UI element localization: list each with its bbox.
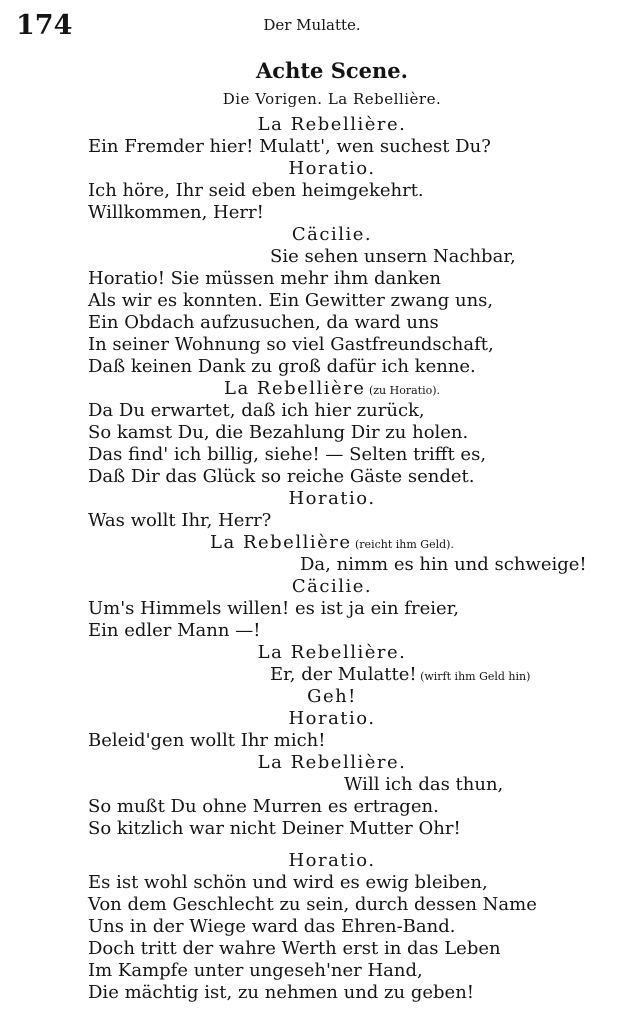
verse-line	[0, 180, 624, 202]
verse-text: In seiner Wohnung so viel Gastfreundschaft,	[88, 334, 494, 355]
speaker-name	[0, 532, 624, 554]
verse-line	[0, 312, 624, 334]
speaker-label: La Rebellière.	[257, 642, 407, 663]
stage-direction: (wirft ihm Geld hin)	[416, 670, 531, 683]
verse-text: So kitzlich war nicht Deiner Mutter Ohr!	[88, 818, 461, 839]
speaker-label: Geh!	[307, 686, 357, 707]
verse-line	[0, 796, 624, 818]
speaker-label: Cäcilie.	[291, 224, 373, 245]
speaker-label: La Rebellière.	[257, 752, 407, 773]
verse-line	[0, 136, 624, 158]
dialogue	[0, 114, 624, 1004]
speaker-name	[0, 488, 624, 510]
verse-text: Von dem Geschlecht zu sein, durch dessen Name	[88, 894, 537, 915]
verse-text: Als wir es konnten. Ein Gewitter zwang uns,	[88, 290, 494, 311]
verse-line	[0, 664, 624, 686]
speaker-label: Horatio.	[288, 708, 376, 729]
verse-line	[0, 466, 624, 488]
verse-line	[0, 818, 624, 840]
verse-text: Da, nimm es hin und schweige!	[300, 554, 587, 575]
verse-line	[0, 356, 624, 378]
speaker-name	[0, 224, 624, 246]
verse-line	[0, 938, 624, 960]
verse-text: So kamst Du, die Bezahlung Dir zu holen.	[88, 422, 469, 443]
verse-line	[0, 774, 624, 796]
verse-text: Doch tritt der wahre Werth erst in das Leben	[88, 938, 501, 959]
verse-line	[0, 554, 624, 576]
verse-line	[0, 202, 624, 224]
verse-line	[0, 444, 624, 466]
verse-text: Ein Fremder hier! Mulatt', wen suchest Du?	[88, 136, 491, 157]
verse-text: Willkommen, Herr!	[88, 202, 264, 223]
verse-line	[0, 916, 624, 938]
speaker-name	[0, 378, 624, 400]
verse-text: Das find' ich billig, siehe! — Selten trifft es,	[88, 444, 487, 465]
page-body	[0, 56, 624, 1004]
verse-text: Beleid'gen wollt Ihr mich!	[88, 730, 326, 751]
speaker-label: La Rebellière.	[257, 114, 407, 135]
verse-text: Uns in der Wiege ward das Ehren-Band.	[88, 916, 456, 937]
verse-text: Im Kampfe unter ungeseh'ner Hand,	[88, 960, 423, 981]
verse-text: Die mächtig ist, zu nehmen und zu geben!	[88, 982, 475, 1003]
speaker-label: Horatio.	[288, 850, 376, 871]
verse-line	[0, 246, 624, 268]
verse-line	[0, 510, 624, 532]
verse-line	[0, 400, 624, 422]
verse-text: Horatio! Sie müssen mehr ihm danken	[88, 268, 441, 289]
verse-text: Ich höre, Ihr seid eben heimgekehrt.	[88, 180, 424, 201]
speaker-label: Horatio.	[288, 158, 376, 179]
verse-text: Sie sehen unsern Nachbar,	[270, 246, 516, 267]
verse-line	[0, 290, 624, 312]
verse-text: Er, der Mulatte!	[270, 664, 417, 685]
verse-text: Ein Obdach aufzusuchen, da ward uns	[88, 312, 439, 333]
speaker-name	[0, 114, 624, 136]
speaker-name	[0, 752, 624, 774]
speaker-name	[0, 158, 624, 180]
scene-title: Achte Scene.	[256, 58, 408, 83]
verse-text: Daß keinen Dank zu groß dafür ich kenne.	[88, 356, 476, 377]
cast-list: Die Vorigen. La Rebellière.	[222, 90, 442, 108]
verse-text: Ein edler Mann —!	[88, 620, 261, 641]
verse-text: Daß Dir das Glück so reiche Gäste sendet.	[88, 466, 475, 487]
verse-line	[0, 334, 624, 356]
verse-line	[0, 960, 624, 982]
verse-line	[0, 598, 624, 620]
verse-line	[0, 872, 624, 894]
verse-text: Es ist wohl schön und wird es ewig bleiben,	[88, 872, 488, 893]
page-header	[0, 10, 624, 40]
speaker-label: La Rebellière	[210, 532, 352, 553]
speaker-name	[0, 686, 624, 708]
verse-text: Will ich das thun,	[344, 774, 504, 795]
speaker-label: La Rebellière	[223, 378, 366, 399]
verse-text: Um's Himmels willen! es ist ja ein freier,	[88, 598, 459, 619]
speaker-name	[0, 576, 624, 598]
speaker-name	[0, 850, 624, 872]
verse-line	[0, 894, 624, 916]
stanza-gap	[0, 840, 624, 850]
verse-line	[0, 422, 624, 444]
verse-text: Da Du erwartet, daß ich hier zurück,	[88, 400, 425, 421]
verse-line	[0, 268, 624, 290]
page-number: 174	[16, 10, 73, 41]
verse-line	[0, 730, 624, 752]
running-title: Der Mulatte.	[263, 16, 361, 34]
verse-line	[0, 982, 624, 1004]
stage-direction: (reicht ihm Geld).	[351, 538, 454, 551]
speaker-label: Horatio.	[288, 488, 376, 509]
verse-text: So mußt Du ohne Murren es ertragen.	[88, 796, 439, 817]
verse-line	[0, 620, 624, 642]
verse-text: Was wollt Ihr, Herr?	[88, 510, 272, 531]
stage-direction: (zu Horatio).	[365, 384, 440, 397]
speaker-label: Cäcilie.	[291, 576, 373, 597]
speaker-name	[0, 642, 624, 664]
speaker-name	[0, 708, 624, 730]
